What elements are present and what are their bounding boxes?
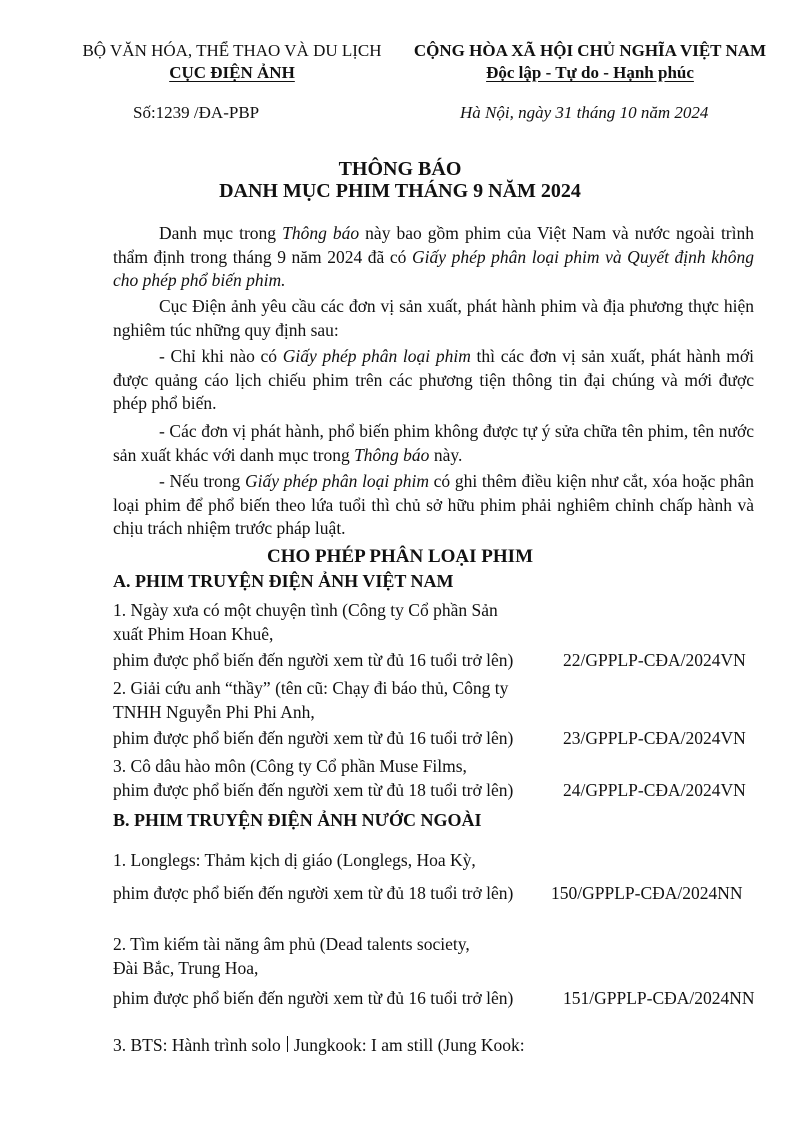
film-a3-rating: phim được phổ biến đến người xem từ đủ 18 tuổi trở lên) (113, 780, 514, 800)
department-name: CỤC ĐIỆN ẢNH (169, 63, 295, 82)
paragraph-rule-1 (113, 345, 754, 416)
film-a2-license: 23/GPPLP-CĐA/2024VN (563, 728, 746, 748)
national-motto: Độc lập - Tự do - Hạnh phúc (486, 63, 694, 82)
film-a1-license: 22/GPPLP-CĐA/2024VN (563, 650, 746, 670)
section-title: CHO PHÉP PHÂN LOẠI PHIM (267, 546, 533, 567)
date-prefix: Hà Nội, ngày 31 tháng (460, 103, 620, 122)
rule2-text: - Các đơn vị phát hành, phổ biến phim không được tự ý sửa chữa tên phim, tên nước sản xuất khác với danh mục trong (113, 421, 754, 465)
issue-date (460, 103, 708, 123)
p1-text: Danh mục trong (159, 223, 283, 243)
date-month: 10 (619, 103, 637, 122)
film-a3-title: 3. Cô dâu hào môn (Công ty Cổ phần Muse Films, (113, 756, 467, 776)
rule1-text-2: thì các đơn vị sản xuất, phát hành mới được quảng cáo lịch chiếu phim trên các phương tiện thông tin đại chúng và mới được phép phổ biến. (113, 346, 754, 413)
film-a1-producer: xuất Phim Hoan Khuê, (113, 624, 274, 644)
p1-italic-2: Giấy phép phân loại phim và Quyết định không cho phép phổ biến phim. (113, 246, 754, 290)
film-b3-title-part2: Jungkook: I am still (Jung Kook: (293, 1035, 525, 1055)
document-title: DANH MỤC PHIM THÁNG 9 NĂM 2024 (219, 180, 581, 202)
national-header (400, 40, 780, 84)
film-a1-rating: phim được phổ biến đến người xem từ đủ 16 tuổi trở lên) (113, 650, 514, 670)
rule2-italic: Thông báo (354, 444, 430, 465)
paragraph-requirements: Cục Điện ảnh yêu cầu các đơn vị sản xuất, phát hành phim và địa phương thực hiện nghiêm túc những quy định sau: (113, 296, 754, 340)
reference-number: Số:1239 /ĐA-PBP (133, 103, 260, 122)
section-b-heading: B. PHIM TRUYỆN ĐIỆN ẢNH NƯỚC NGOÀI (113, 810, 482, 830)
film-a2-rating: phim được phổ biến đến người xem từ đủ 16 tuổi trở lên) (113, 728, 514, 748)
paragraph-intro (113, 222, 754, 293)
film-b1-rating: phim được phổ biến đến người xem từ đủ 18 tuổi trở lên) (113, 883, 514, 903)
rule1-italic: Giấy phép phân loại phim (282, 346, 471, 366)
p1-text-2: này bao gồm phim của Việt Nam và nước ngoài trình thẩm định trong tháng 9 năm 2024 đã có (113, 223, 755, 267)
separator-bar (287, 1036, 288, 1052)
film-b2-license: 151/GPPLP-CĐA/2024NN (563, 988, 755, 1008)
rule3-italic: Giấy phép phân loại phim (244, 471, 429, 491)
document-type: THÔNG BÁO (338, 158, 462, 180)
issuer-block (62, 40, 402, 84)
paragraph-rule-3 (113, 470, 754, 541)
republic-name: CỘNG HÒA XÃ HỘI CHỦ NGHĨA VIỆT NAM (413, 41, 767, 60)
film-b3-title (113, 1035, 525, 1056)
rule3-text: - Nếu trong (159, 471, 245, 491)
rule3-text-2: có ghi thêm điều kiện như cắt, xóa hoặc phân loại phim để phổ biến theo lứa tuổi thì chủ sở hữu phim phải nghiêm chỉnh chấp hành và chịu trách nhiệm trước pháp luật. (113, 471, 754, 538)
film-b1-license: 150/GPPLP-CĐA/2024NN (551, 883, 743, 903)
film-b3-title-part1: 3. BTS: Hành trình solo (113, 1035, 281, 1055)
film-a1-title: 1. Ngày xưa có một chuyện tình (Công ty Cổ phần Sản (113, 600, 498, 620)
film-a2-producer: TNHH Nguyễn Phi Phi Anh, (113, 702, 315, 722)
rule2-text-2: này. (429, 444, 463, 465)
film-b2-title: 2. Tìm kiếm tài năng âm phủ (Dead talents society, (113, 934, 470, 954)
film-b2-rating: phim được phổ biến đến người xem từ đủ 16 tuổi trở lên) (113, 988, 514, 1008)
ministry-name: BỘ VĂN HÓA, THỂ THAO VÀ DU LỊCH (82, 41, 382, 60)
date-suffix: năm 2024 (636, 103, 709, 122)
section-a-heading: A. PHIM TRUYỆN ĐIỆN ẢNH VIỆT NAM (113, 571, 454, 591)
p1-italic: Thông báo (282, 223, 360, 243)
film-b1-title: 1. Longlegs: Thảm kịch dị giáo (Longlegs, Hoa Kỳ, (113, 850, 476, 870)
paragraph-rule-2 (113, 420, 754, 467)
film-b2-origin: Đài Bắc, Trung Hoa, (113, 958, 259, 978)
film-a3-license: 24/GPPLP-CĐA/2024VN (563, 780, 746, 800)
film-a2-title: 2. Giải cứu anh “thầy” (tên cũ: Chạy đi báo thủ, Công ty (113, 678, 509, 698)
rule1-text: - Chỉ khi nào có (159, 346, 283, 366)
